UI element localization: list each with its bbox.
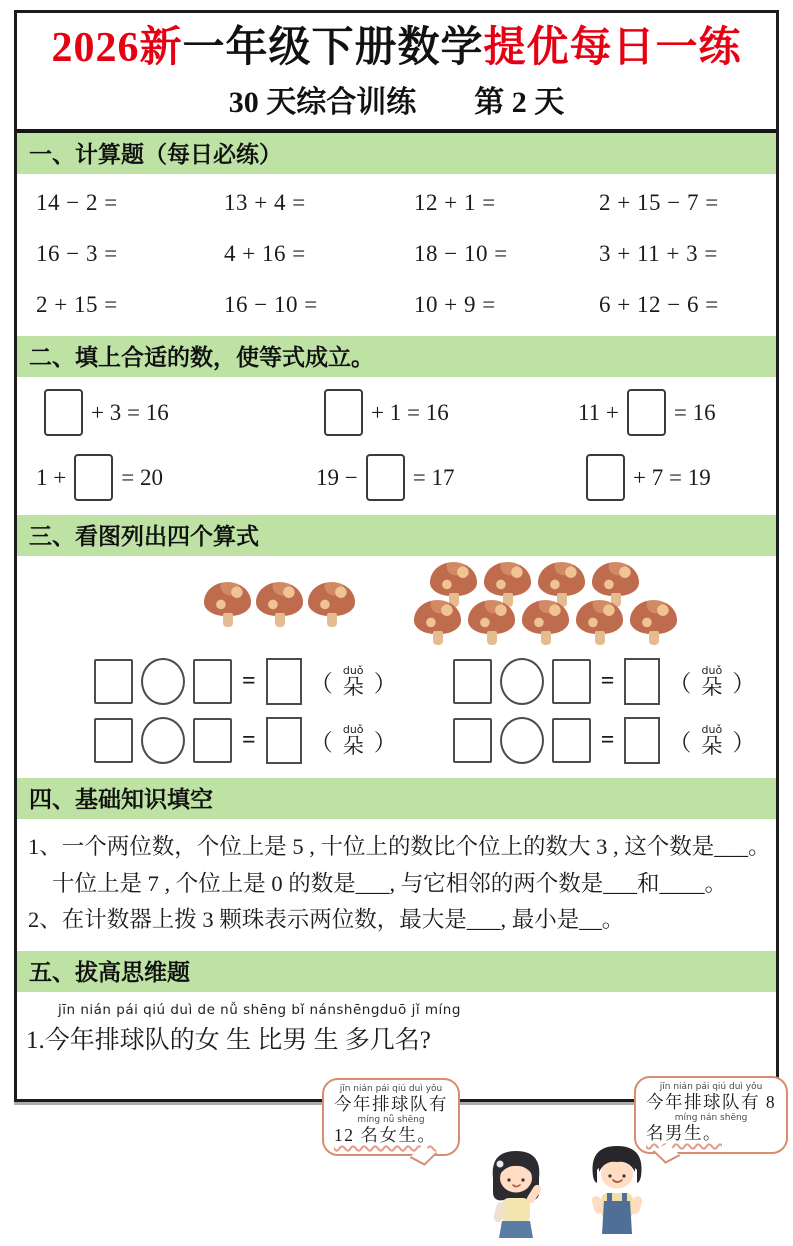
answer-box[interactable] [586,454,625,501]
paren-open: （ [309,671,333,697]
calc-problem: 3 + 11 + 3 = [599,241,718,267]
answer-box[interactable] [324,389,363,436]
equation-text: = 20 [121,464,163,490]
result-box[interactable] [266,658,302,705]
bubble-text-underlined: 名男生。 [646,1123,722,1144]
paren-open: （ [309,730,333,756]
operator-circle[interactable] [141,658,185,705]
dialogue-scene [26,1064,777,1246]
mushroom-illustration [468,600,515,646]
equation-template-row [453,717,756,764]
fill-equation [578,454,763,501]
paren-close: ） [732,730,756,756]
answer-box[interactable] [627,389,666,436]
mushroom-illustration [522,600,569,646]
page-title [26,13,767,71]
unit-label [701,665,722,698]
calc-problem: 2 + 15 − 7 = [599,190,719,216]
mushroom-illustration [204,582,251,628]
calc-problem: 12 + 1 = [414,190,496,216]
unit-hanzi: 朵 [342,734,364,759]
equals-sign: = [600,668,615,695]
calc-problem: 18 − 10 = [414,241,508,267]
unit-label [701,724,722,757]
question-pinyin: jīn nián pái qiú duì de nǚ shēng bǐ nánshēngduō jǐ míng [58,1001,461,1018]
mushroom-row [414,600,677,646]
subtitle-day: 第 2 天 [474,86,565,120]
bubble-pinyin: míng nán shēng [674,1112,748,1123]
unit-pinyin: duǒ [701,664,723,678]
equation-text: + 7 = 19 [633,464,711,490]
number-box[interactable] [552,659,591,704]
unit-pinyin: duǒ [701,723,723,737]
fill-equation [316,454,578,501]
equation-template-row [94,658,397,705]
fill-equation [316,389,578,436]
number-box[interactable] [193,659,232,704]
equation-text: = 16 [673,399,716,425]
bubble-tail [410,1145,438,1165]
page-subtitle [26,77,767,121]
bubble-pinyin: jīn nián pái qiú duì yǒu [339,1083,443,1094]
result-box[interactable] [624,717,660,764]
mushroom-illustration [308,582,355,628]
equation-text: 11 + [578,399,619,425]
mushroom-group-left [204,582,355,628]
challenge-question: 1.今年排球队的女 生 比男 生 多几名? [26,1026,431,1054]
unit-pinyin: duǒ [342,664,364,678]
fill-equation [36,454,316,501]
unit-pinyin: duǒ [342,723,364,737]
title-red-prefix: 2026新 [51,25,183,71]
equation-text: 19 − [316,464,358,490]
operator-circle[interactable] [500,658,544,705]
mushroom-illustration [576,600,623,646]
equation-template-row [453,658,756,705]
unit-hanzi: 朵 [701,734,723,759]
result-box[interactable] [624,658,660,705]
girl-character-illustration [473,1142,559,1242]
mushroom-illustration [630,600,677,646]
equals-sign: = [242,727,256,754]
basics-questions [26,819,771,950]
number-box[interactable] [453,659,492,704]
operator-circle[interactable] [500,717,544,764]
number-box[interactable] [94,718,133,763]
paren-open: （ [668,671,692,697]
unit-hanzi: 朵 [701,675,723,700]
equals-sign: = [242,668,256,695]
boy-character-illustration [574,1138,660,1238]
equation-template-row [94,717,397,764]
equation-templates [26,656,767,778]
equation-text: + 3 = 16 [91,399,169,425]
paren-close: ） [373,730,397,756]
answer-box[interactable] [44,389,83,436]
calc-problem: 16 − 3 = [36,241,118,267]
bubble-pinyin: jīn nián pái qiú duì yǒu [659,1081,763,1092]
answer-box[interactable] [74,454,113,501]
answer-box[interactable] [366,454,405,501]
basics-question-1: 1、一个两位数，个位上是 5 , 十位上的数比个位上的数大 3 , 这个数是___。 [28,834,771,860]
bubble-pinyin: míng nǚ shēng [357,1114,425,1125]
title-black-mid: 一年级下册数学 [182,25,484,71]
bubble-text-underlined: 12 名女生。 [334,1125,437,1146]
section2-heading: 二、填上合适的数，使等式成立。 [17,336,776,377]
calc-problem: 14 − 2 = [36,190,118,216]
fill-equation [578,389,763,436]
challenge-question-area [26,992,777,1246]
section3-heading: 三、看图列出四个算式 [17,515,776,556]
unit-hanzi: 朵 [342,675,364,700]
unit-label [343,665,364,698]
section1-heading: 一、计算题（每日必练） [17,133,776,174]
mushroom-illustration [414,600,461,646]
paren-close: ） [732,671,756,697]
calc-problem: 10 + 9 = [414,292,496,318]
bubble-text: 今年排球队有 8 [646,1091,777,1112]
operator-circle[interactable] [141,717,185,764]
unit-label [343,724,364,757]
number-box[interactable] [552,718,591,763]
section5-heading: 五、拔高思维题 [17,951,776,992]
fill-equation [36,389,316,436]
title-red-suffix: 提优每日一练 [483,25,742,71]
calc-problem: 16 − 10 = [224,292,318,318]
paren-close: ） [373,671,397,697]
fill-blank-grid [26,377,767,515]
calc-problem: 6 + 12 − 6 = [599,292,719,318]
paren-open: （ [668,730,692,756]
calc-problem: 2 + 15 = [36,292,118,318]
speech-bubble-girl [322,1078,460,1157]
equation-text: + 1 = 16 [371,399,449,425]
calc-problems-grid [26,174,767,336]
result-box[interactable] [266,717,302,764]
mushroom-illustration [256,582,303,628]
number-box[interactable] [453,718,492,763]
equation-text: 1 + [36,464,67,490]
equation-text: = 17 [412,464,455,490]
calc-problem: 4 + 16 = [224,241,306,267]
worksheet-page [14,10,779,1146]
subtitle-training: 30 天综合训练 [228,86,417,120]
number-box[interactable] [94,659,133,704]
basics-question-1b: 十位上是 7 , 个位上是 0 的数是___, 与它相邻的两个数是___和____。 [52,870,728,896]
equals-sign: = [600,727,615,754]
number-box[interactable] [193,718,232,763]
section4-heading: 四、基础知识填空 [17,778,776,819]
mushroom-group-right [414,562,677,646]
bubble-text: 今年排球队有 [334,1093,448,1114]
calc-problem: 13 + 4 = [224,190,306,216]
basics-question-2: 2、在计数器上拨 3 颗珠表示两位数，最大是___, 最小是__。 [28,907,625,933]
mushroom-picture-area [26,560,767,656]
